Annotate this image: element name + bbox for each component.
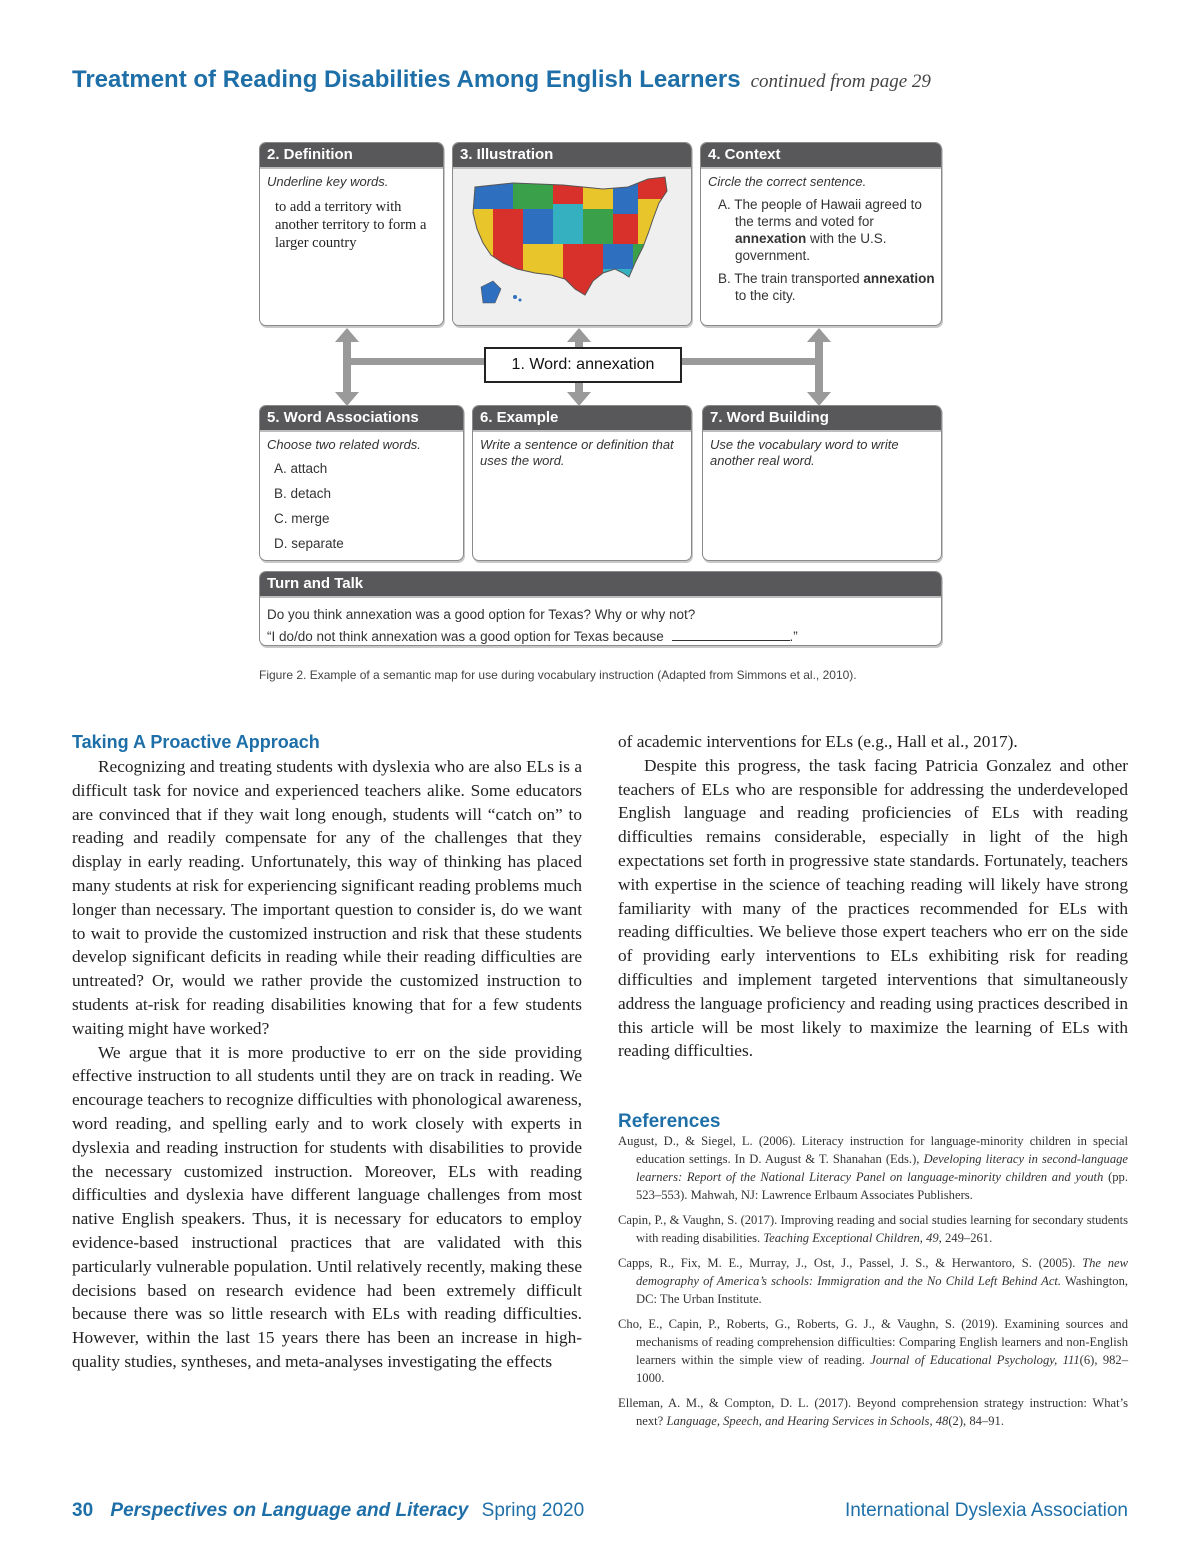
arrowhead-down-left: [335, 392, 359, 406]
arrowhead-up-right: [807, 328, 831, 342]
associations-box: [259, 405, 464, 561]
example-title: 6. Example: [473, 406, 691, 432]
turn-talk-box: [259, 571, 942, 646]
turn-talk-question: Do you think annexation was a good option for Texas? Why or why not?: [267, 607, 696, 622]
arrow-right-vertical: [815, 340, 823, 398]
definition-instruction: Underline key words.: [267, 174, 389, 189]
reference-text: Washington, DC: The Urban Institute.: [636, 1274, 1129, 1306]
body-paragraph: Recognizing and treating students with dyslexia who are also ELs is a difficult task for novice and experienced teachers alike. Some educators are convinced that if they wait long enough, students will “catch on” to reading and readily compensate for any of the challenges that they display in early reading. Unfortunately, this way of thinking has placed many students at risk for experiencing significant reading problems much longer than necessary. The important question to consider is, do we want to wait to provide the customized instruction and risk that these students develop significant deficits in reading while their reading difficulties are untreated? Or, would we rather provide the customized instruction to students at-risk for reading disabilities knowing that for a few students waiting might have worked?: [72, 757, 582, 1038]
turn-talk-frame-end: .”: [789, 629, 798, 644]
word-box: 1. Word: annexation: [484, 347, 682, 383]
context-title: 4. Context: [701, 143, 941, 169]
association-item: D. separate: [274, 536, 344, 551]
right-column: [618, 730, 1128, 1063]
arrow-left-horizontal: [343, 358, 484, 365]
context-instruction: Circle the correct sentence.: [708, 174, 867, 189]
building-instruction: Use the vocabulary word to write another real word.: [710, 437, 899, 468]
associations-instruction: Choose two related words.: [267, 437, 421, 452]
arrowhead-down-right: [807, 392, 831, 406]
body-paragraph: Despite this progress, the task facing Patricia Gonzalez and other teachers of ELs who are responsible for addressing the underdeveloped English language and reading proficiencies of ELs with reading difficulties remains considerable, especially in light of the high expectations set forth in progressive state standards. Fortunately, teachers with expertise in the science of teaching reading will likely have strong familiarity with many of the practices recommended for ELs with reading difficulties. We believe those expert teachers who err on the side of providing early interventions to ELs exhibiting risk for reading difficulties and implement targeted interventions that simultaneously address the language proficiency and reading using practices described in this article will be most likely to maximize the learning of ELs with reading difficulties.: [618, 755, 1128, 1061]
reference-text: (6), 982–1000.: [636, 1353, 1129, 1385]
turn-talk-title: Turn and Talk: [260, 572, 941, 598]
journal-name: Perspectives on Language and Literacy: [110, 1500, 469, 1521]
page-number: 30: [72, 1500, 94, 1521]
left-column: [72, 730, 582, 1374]
footer-left: [72, 1500, 584, 1522]
context-option-b-pre: B. The train transported: [718, 271, 860, 286]
context-option-a-word: annexation: [735, 231, 807, 246]
us-map-puzzle-image: [453, 169, 691, 325]
reference-text: Cho, E., Capin, P., Roberts, G., Roberts, G. J., & Vaughn, S. (2019). Examining sources and mechanisms of reading comprehension difficulties: Comparing English learners and non-English learners within the simple view of reading.: [618, 1317, 1128, 1367]
reference-item: [618, 1211, 1128, 1247]
definition-text: to add a territory with another territory to form a larger country: [275, 199, 427, 251]
answer-blank-line: [672, 628, 790, 641]
reference-title: Developing literacy in second-language learners: Report of the National Literacy Panel on language-minority children and youth: [636, 1152, 1128, 1184]
illustration-box: [452, 142, 692, 326]
reference-item: [618, 1132, 1128, 1204]
reference-text: August, D., & Siegel, L. (2006). Literacy instruction for language-minority children in special education settings. In D. August & T. Shanahan (Eds.),: [618, 1134, 1128, 1166]
reference-title: Teaching Exceptional Children, 49,: [763, 1231, 942, 1245]
issue-date: Spring 2020: [481, 1500, 585, 1521]
reference-item: [618, 1315, 1128, 1387]
example-instruction: Write a sentence or definition that uses the word.: [480, 437, 674, 468]
arrowhead-up-center: [567, 328, 591, 342]
associations-title: 5. Word Associations: [260, 406, 463, 432]
reference-text: 249–261.: [945, 1231, 993, 1245]
association-item: C. merge: [274, 511, 330, 526]
context-option-b: [701, 264, 941, 304]
continued-note: continued from page 29: [750, 71, 931, 92]
reference-text: (2), 84–91.: [948, 1414, 1004, 1428]
reference-item: [618, 1394, 1128, 1430]
reference-title: Language, Speech, and Hearing Services in Schools, 48: [666, 1414, 949, 1428]
reference-text: Capin, P., & Vaughn, S. (2017). Improving reading and social studies learning for secondary students with reading disabilities.: [618, 1213, 1128, 1245]
turn-talk-frame-start: “I do/do not think annexation was a good option for Texas because: [267, 629, 664, 644]
organization-name: International Dyslexia Association: [844, 1500, 1128, 1521]
building-box: [702, 405, 942, 561]
association-item: A. attach: [274, 461, 328, 476]
arrow-right-horizontal: [678, 358, 823, 365]
section-heading: Taking A Proactive Approach: [72, 732, 320, 752]
definition-box: [259, 142, 444, 326]
article-title: Treatment of Reading Disabilities Among English Learners: [72, 66, 741, 93]
context-option-a-post: with the U.S. government.: [735, 231, 887, 263]
illustration-title: 3. Illustration: [453, 143, 691, 169]
references-heading: References: [618, 1111, 721, 1132]
arrowhead-down-center: [567, 392, 591, 406]
example-box: [472, 405, 692, 561]
turn-talk-frame: [260, 626, 941, 646]
reference-item: [618, 1254, 1128, 1308]
definition-title: 2. Definition: [260, 143, 443, 169]
context-option-b-word: annexation: [863, 271, 935, 286]
arrow-left-vertical: [343, 340, 351, 398]
association-item: B. detach: [274, 486, 332, 501]
references-list: [618, 1132, 1128, 1437]
context-option-b-post: to the city.: [735, 288, 796, 303]
context-option-a-pre: A. The people of Hawaii agreed to the terms and voted for: [718, 197, 922, 229]
reference-title: The new demography of America’s schools: Immigration and the No Child Left Behind Act.: [636, 1256, 1128, 1288]
figure-caption: Figure 2. Example of a semantic map for use during vocabulary instruction (Adapted from Simmons et al., 2010).: [259, 668, 857, 682]
context-box: [700, 142, 942, 326]
body-paragraph: of academic interventions for ELs (e.g., Hall et al., 2017).: [618, 732, 1018, 751]
page-title: [72, 66, 931, 94]
context-option-a: [701, 190, 941, 264]
reference-title: Journal of Educational Psychology, 111: [870, 1353, 1080, 1367]
reference-text: Elleman, A. M., & Compton, D. L. (2017). Beyond comprehension strategy instruction: What’s next?: [618, 1396, 1128, 1428]
illustration-area: [453, 169, 691, 325]
body-paragraph: We argue that it is more productive to err on the side providing effective instruction to all students until they are on track in reading. We encourage teachers to recognize difficulties with phonological awareness, word reading, and spelling early and to work closely with experts in dyslexia and reading instruction for students with disabilities to provide the necessary customized instruction. Moreover, ELs with reading difficulties and dyslexia have different language challenges from most native English speakers. Thus, it is necessary for educators to employ evidence-based instructional practices that are validated with this particularly vulnerable population. Until relatively recently, making these decisions based on research evidence had been extremely difficult because there was so little research with ELs with reading difficulties. However, within the last 15 years there has been an increase in high-quality studies, syntheses, and meta-analyses investigating the effects: [72, 1042, 582, 1371]
reference-text: (pp. 523–553). Mahwah, NJ: Lawrence Erlbaum Associates Publishers.: [636, 1170, 1128, 1202]
building-title: 7. Word Building: [703, 406, 941, 432]
arrowhead-up-left: [335, 328, 359, 342]
reference-text: Capps, R., Fix, M. E., Murray, J., Ost, J., Passel, J. S., & Herwantoro, S. (2005).: [618, 1256, 1076, 1270]
